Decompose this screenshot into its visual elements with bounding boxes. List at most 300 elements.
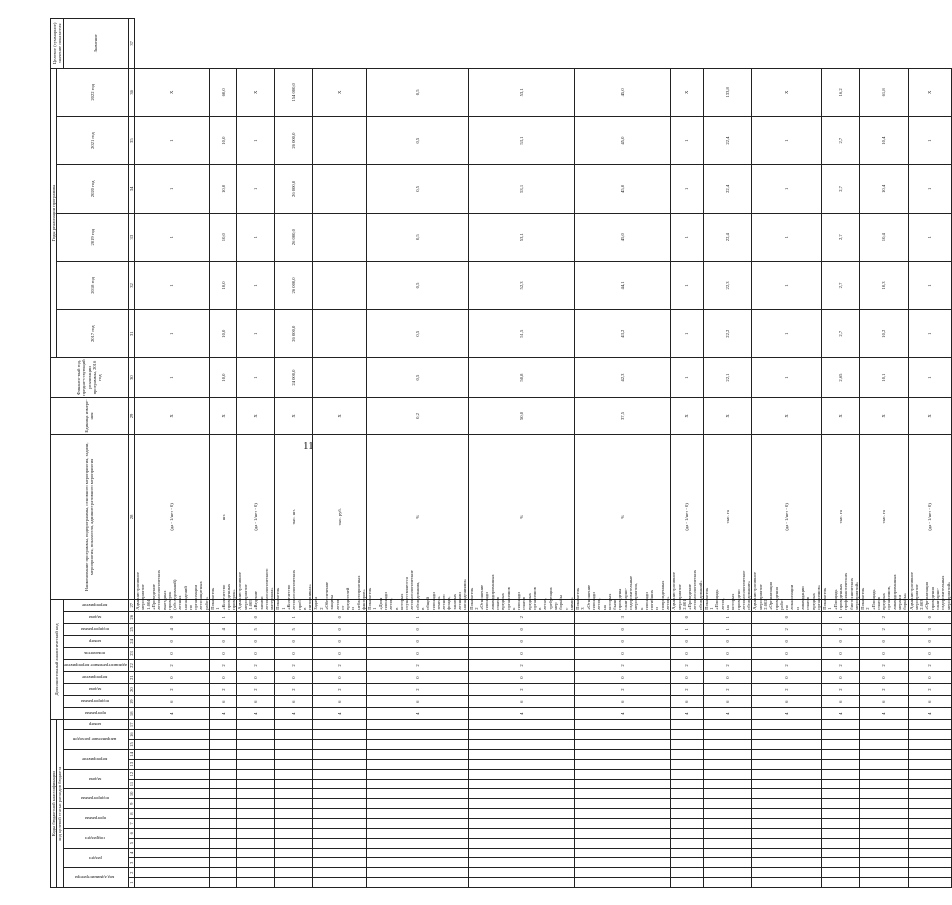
header-code-sub-5: задача	[63, 769, 128, 789]
row-year-value: 44,1	[575, 261, 671, 309]
code-cell	[237, 818, 275, 828]
code-cell	[275, 720, 313, 730]
analytic-code-cell: 2	[703, 659, 752, 671]
code-cell	[313, 789, 367, 799]
row-year-value: 42,3	[575, 358, 671, 397]
code-cell	[135, 848, 210, 858]
code-cell	[671, 868, 704, 878]
code-cell	[468, 759, 575, 769]
row-name: Показатель 1 «Доля площади лесов, в которых осуществляются лесопатологические обследования, в общей площади земель лесного фонда, занятых лесными насаждениями»	[367, 570, 468, 610]
code-cell	[575, 838, 671, 848]
analytic-code-cell: 1	[210, 611, 237, 623]
code-cell	[908, 809, 951, 819]
row-year-value: 10,4	[860, 165, 909, 213]
analytic-code-cell: 2	[860, 659, 909, 671]
code-cell	[860, 759, 909, 769]
code-cell	[908, 868, 951, 878]
analytic-code-cell: 0	[671, 672, 704, 684]
row-year-value: 10,0	[210, 310, 237, 358]
code-cell	[367, 740, 468, 750]
row-unit: (да - 1/нет - 0)	[237, 435, 275, 600]
code-cell	[275, 848, 313, 858]
column-number: 32	[128, 261, 134, 309]
row-year-value: 22,2	[703, 310, 752, 358]
row-target: X	[671, 68, 704, 116]
analytic-code-cell: 0	[367, 635, 468, 647]
code-cell	[367, 878, 468, 888]
code-cell	[908, 759, 951, 769]
code-cell	[237, 749, 275, 759]
code-cell	[367, 868, 468, 878]
row-year-value: 10,0	[210, 358, 237, 397]
table-row	[703, 19, 752, 888]
code-cell	[313, 868, 367, 878]
header-code-sub-8: номер	[63, 720, 128, 730]
analytic-code-cell: 0	[313, 611, 367, 623]
analytic-code-cell: 0	[860, 672, 909, 684]
code-cell	[313, 769, 367, 779]
row-year-value: 1	[671, 213, 704, 261]
code-cell	[575, 769, 671, 779]
code-cell	[822, 818, 860, 828]
row-year-value: 1	[671, 310, 704, 358]
analytic-code-cell: 0	[671, 635, 704, 647]
row-name: Показатель 1 «Площадь проведенных профилактических биотехнических мероприятий»	[822, 572, 859, 610]
analytic-code-cell: 6	[313, 696, 367, 708]
code-cell	[275, 779, 313, 789]
code-cell	[703, 720, 752, 730]
row-year-value	[313, 213, 367, 261]
row-year-value: 53,1	[468, 117, 575, 165]
code-cell	[468, 818, 575, 828]
row-year-value: 26 000,0	[275, 165, 313, 213]
header-financial-year: Финансо-вый год, предше-ствующий реализации программы, 2016 год	[51, 358, 129, 397]
code-cell	[575, 779, 671, 789]
code-cell	[671, 858, 704, 868]
code-cell	[703, 789, 752, 799]
column-number: 7	[128, 818, 134, 828]
row-unit: %	[575, 435, 671, 600]
code-cell	[822, 878, 860, 888]
header-additional-code: Дополнительный аналитический код	[51, 599, 64, 720]
column-number: 31	[128, 310, 134, 358]
code-cell	[703, 848, 752, 858]
column-number: 33	[128, 213, 134, 261]
code-cell	[822, 858, 860, 868]
code-cell	[135, 779, 210, 789]
code-cell	[671, 809, 704, 819]
analytic-code-cell: 2	[752, 623, 822, 635]
code-cell	[237, 789, 275, 799]
code-cell	[575, 740, 671, 750]
code-cell	[313, 799, 367, 809]
code-cell	[313, 730, 367, 740]
code-cell	[822, 828, 860, 838]
code-cell	[752, 878, 822, 888]
code-cell	[671, 769, 704, 779]
column-number: 26	[128, 611, 134, 623]
header-code-sub-2: подраздел	[63, 828, 128, 848]
analytic-code-cell: 0	[313, 672, 367, 684]
analytic-code-cell: 4	[237, 708, 275, 720]
analytic-code-cell: 0	[135, 647, 210, 659]
row-year-value: 1	[671, 117, 704, 165]
row-unit: тыс. га	[703, 435, 752, 600]
analytic-code-cell: 2	[135, 684, 210, 696]
code-cell	[237, 868, 275, 878]
code-cell	[671, 740, 704, 750]
column-number: 15	[128, 740, 134, 750]
analytic-code-cell: 4	[822, 708, 860, 720]
code-cell	[468, 789, 575, 799]
row-year-value: 45,0	[575, 117, 671, 165]
row-year-value: 1	[237, 117, 275, 165]
row-financial-year: X	[671, 397, 704, 434]
table-row	[275, 19, 313, 888]
code-cell	[275, 730, 313, 740]
column-number: 29	[128, 397, 134, 434]
code-cell	[822, 730, 860, 740]
row-target: 61,8	[860, 68, 909, 116]
row-year-value: 22,4	[703, 165, 752, 213]
code-cell	[468, 858, 575, 868]
analytic-code-cell: 2	[752, 659, 822, 671]
code-cell	[468, 720, 575, 730]
header-code-sub-1: раздел	[63, 848, 128, 868]
code-cell	[822, 838, 860, 848]
code-cell	[468, 749, 575, 759]
header-code-expenses: код целевой статьи расходов бюджета	[57, 720, 63, 888]
row-financial-year: 50,0	[468, 397, 575, 434]
column-number: 34	[128, 165, 134, 213]
code-cell	[468, 809, 575, 819]
code-cell	[575, 868, 671, 878]
header-target: Целевое (суммарное) значение показателя	[51, 19, 64, 69]
code-cell	[367, 799, 468, 809]
column-number: 16	[128, 730, 134, 740]
code-cell	[575, 720, 671, 730]
code-cell	[275, 858, 313, 868]
row-year-value: 1	[752, 310, 822, 358]
code-cell	[210, 809, 237, 819]
code-cell	[575, 818, 671, 828]
analytic-code-cell: 4	[703, 708, 752, 720]
row-name: Административное мероприятие 2.002 «Организация проведения работ по локализации и ликвидации очагов вредных организмов»	[752, 571, 821, 610]
row-year-value: 1	[908, 213, 951, 261]
code-cell	[575, 749, 671, 759]
row-unit: (да - 1/нет - 0)	[135, 435, 210, 600]
code-cell	[210, 818, 237, 828]
analytic-code-cell: 0	[908, 611, 951, 623]
code-cell	[275, 749, 313, 759]
column-number: 37	[128, 19, 134, 69]
row-target: 16,2	[822, 68, 860, 116]
analytic-code-cell: 0	[908, 635, 951, 647]
header-analytic-sub-4: административное мероприятие	[63, 659, 128, 671]
code-cell	[752, 809, 822, 819]
analytic-code-cell: 0	[275, 635, 313, 647]
analytic-code-cell: 2	[908, 684, 951, 696]
code-cell	[575, 809, 671, 819]
analytic-code-cell: 2	[671, 659, 704, 671]
code-cell	[860, 809, 909, 819]
code-cell	[237, 809, 275, 819]
code-cell	[575, 858, 671, 868]
code-cell	[313, 759, 367, 769]
code-cell	[210, 828, 237, 838]
code-cell	[275, 868, 313, 878]
row-target: 154 000,0	[275, 68, 313, 116]
analytic-code-cell: 0	[135, 635, 210, 647]
code-cell	[367, 818, 468, 828]
column-number: 2	[128, 868, 134, 878]
analytic-code-cell: 1	[822, 611, 860, 623]
row-financial-year: 37,5	[575, 397, 671, 434]
header-analytic-sub-6: номер	[63, 635, 128, 647]
code-cell	[367, 730, 468, 740]
code-cell	[703, 759, 752, 769]
code-cell	[703, 799, 752, 809]
analytic-code-cell: 6	[275, 696, 313, 708]
row-year-value: 1	[908, 165, 951, 213]
row-year-value: 2,7	[822, 310, 860, 358]
code-cell	[313, 878, 367, 888]
analytic-code-cell: 4	[468, 708, 575, 720]
column-number: 13	[128, 759, 134, 769]
code-cell	[752, 749, 822, 759]
analytic-code-cell: 4	[313, 708, 367, 720]
row-year-value: 10,2	[860, 310, 909, 358]
header-code-sub-7: направление расходов	[63, 730, 128, 750]
analytic-code-cell: 2	[860, 611, 909, 623]
column-number: 5	[128, 838, 134, 848]
code-cell	[468, 868, 575, 878]
analytic-code-cell: 0	[671, 611, 704, 623]
code-cell	[822, 868, 860, 878]
analytic-code-cell: 0	[671, 647, 704, 659]
code-cell	[822, 799, 860, 809]
row-year-value: 22,3	[703, 261, 752, 309]
code-cell	[752, 818, 822, 828]
row-year-value: 50,8	[468, 358, 575, 397]
analytic-code-cell: 2	[237, 659, 275, 671]
table-row	[237, 19, 275, 888]
row-target: X	[908, 68, 951, 116]
analytic-code-cell: 2	[367, 684, 468, 696]
analytic-code-cell: 0	[860, 635, 909, 647]
row-target: 133,8	[703, 68, 752, 116]
code-cell	[671, 720, 704, 730]
code-cell	[210, 858, 237, 868]
code-cell	[237, 848, 275, 858]
code-cell	[135, 730, 210, 740]
code-cell	[237, 740, 275, 750]
code-cell	[210, 720, 237, 730]
analytic-code-cell: 6	[135, 696, 210, 708]
code-cell	[671, 878, 704, 888]
code-cell	[703, 740, 752, 750]
analytic-code-cell: 0	[752, 672, 822, 684]
column-number: 3	[128, 858, 134, 868]
code-cell	[575, 789, 671, 799]
row-name: Административное мероприятие 1.004 «Проведение лесопатологических выездных проверок (обследований) лесных насаждений по организации лесозащитных работ»	[135, 569, 209, 610]
code-cell	[671, 789, 704, 799]
analytic-code-cell: 0	[575, 647, 671, 659]
analytic-code-cell: 3	[908, 623, 951, 635]
analytic-code-cell: 4	[908, 708, 951, 720]
code-cell	[822, 759, 860, 769]
row-year-value: 1	[752, 165, 822, 213]
code-cell	[313, 848, 367, 858]
code-cell	[468, 769, 575, 779]
row-year-value: 1	[908, 358, 951, 397]
row-unit: (да - 1/нет - 0)	[671, 435, 704, 600]
analytic-code-cell: 2	[671, 684, 704, 696]
code-cell	[313, 818, 367, 828]
code-cell	[275, 789, 313, 799]
row-year-value: 10,4	[860, 213, 909, 261]
code-cell	[822, 769, 860, 779]
analytic-code-cell: 2	[210, 684, 237, 696]
analytic-code-cell: 4	[275, 708, 313, 720]
analytic-code-cell: 2	[575, 659, 671, 671]
code-cell	[237, 730, 275, 740]
row-unit: %	[468, 435, 575, 600]
analytic-code-cell: 0	[822, 647, 860, 659]
analytic-code-cell: 0	[468, 635, 575, 647]
code-cell	[908, 799, 951, 809]
analytic-code-cell: 2	[822, 659, 860, 671]
row-name: Показатель 1 «Количество проведенных проверок»	[210, 583, 237, 610]
code-cell	[752, 769, 822, 779]
code-cell	[860, 818, 909, 828]
analytic-code-cell: 0	[468, 647, 575, 659]
header-analytic-sub-2: задача	[63, 684, 128, 696]
code-cell	[671, 828, 704, 838]
row-financial-year: X	[275, 397, 313, 434]
code-cell	[752, 868, 822, 878]
column-number: 21	[128, 672, 134, 684]
column-number: 24	[128, 635, 134, 647]
row-year-value: 52,3	[468, 261, 575, 309]
code-cell	[703, 769, 752, 779]
column-number: 19	[128, 696, 134, 708]
code-cell	[860, 828, 909, 838]
code-cell	[822, 749, 860, 759]
code-cell	[468, 740, 575, 750]
table-row	[822, 19, 860, 888]
row-year-value: 1	[752, 117, 822, 165]
code-cell	[575, 759, 671, 769]
code-cell	[703, 868, 752, 878]
row-name: Показатель 2 «Отношение площади ликвидированных очагов вредных организмов к площади очагов вредных организмов в лесах, требующих мер борьбы с ними»	[468, 574, 574, 610]
code-cell	[752, 838, 822, 848]
header-code-sub-3: программа	[63, 809, 128, 829]
code-cell	[367, 720, 468, 730]
row-name: Административное мероприятие 2.001 «Проведение лесопатологических обследований»	[671, 569, 703, 610]
table-row	[468, 19, 575, 888]
code-cell	[703, 779, 752, 789]
code-cell	[367, 809, 468, 819]
code-cell	[135, 878, 210, 888]
code-cell	[575, 848, 671, 858]
row-year-value: 26 000,0	[275, 213, 313, 261]
code-cell	[210, 740, 237, 750]
code-cell	[367, 838, 468, 848]
code-cell	[860, 858, 909, 868]
code-cell	[135, 769, 210, 779]
analytic-code-cell: 2	[822, 684, 860, 696]
code-cell	[908, 769, 951, 779]
code-cell	[135, 740, 210, 750]
column-number: 17	[128, 720, 134, 730]
analytic-code-cell: 1	[367, 611, 468, 623]
code-cell	[752, 759, 822, 769]
analytic-code-cell: 2	[860, 684, 909, 696]
analytic-code-cell: 0	[575, 623, 671, 635]
code-cell	[860, 868, 909, 878]
analytic-code-cell: 2	[860, 623, 909, 635]
analytic-code-cell: 0	[908, 647, 951, 659]
row-year-value: 1	[671, 358, 704, 397]
code-cell	[671, 848, 704, 858]
analytic-code-cell: 6	[703, 696, 752, 708]
row-year-value: 10,0	[210, 165, 237, 213]
code-cell	[703, 838, 752, 848]
column-number: 22	[128, 659, 134, 671]
table-row	[671, 19, 704, 888]
row-year-value: 1	[135, 310, 210, 358]
row-name: Задача 2 «Обеспечение защиты лесов от вредителей и неблагоприятных факторов»	[313, 575, 366, 610]
code-cell	[367, 769, 468, 779]
row-year-value: 0,5	[367, 358, 468, 397]
analytic-code-cell: 4	[135, 708, 210, 720]
header-target-value: Значение	[63, 19, 128, 69]
analytic-code-cell: 0	[313, 647, 367, 659]
code-cell	[210, 868, 237, 878]
code-cell	[752, 799, 822, 809]
code-cell	[367, 858, 468, 868]
row-year-value: 10,0	[210, 261, 237, 309]
analytic-code-cell: 0	[703, 647, 752, 659]
code-cell	[671, 818, 704, 828]
row-year-value: 1	[752, 213, 822, 261]
analytic-code-cell: 0	[210, 635, 237, 647]
analytic-code-cell: 3	[575, 611, 671, 623]
header-analytic-sub-7: подпрограмма	[63, 623, 128, 635]
column-number: 6	[128, 828, 134, 838]
code-cell	[275, 828, 313, 838]
row-financial-year: X	[210, 397, 237, 434]
code-cell	[822, 809, 860, 819]
code-cell	[908, 720, 951, 730]
code-cell	[210, 769, 237, 779]
code-cell	[275, 818, 313, 828]
code-cell	[908, 730, 951, 740]
analytic-code-cell: 2	[367, 659, 468, 671]
column-number: 4	[128, 848, 134, 858]
header-year-0: 2017 год	[57, 310, 129, 358]
header-year-1: 2018 год	[57, 261, 129, 309]
row-unit: тыс. руб.	[313, 435, 367, 600]
analytic-code-cell: 1	[703, 623, 752, 635]
header-year-3: 2020 год	[57, 165, 129, 213]
code-cell	[860, 720, 909, 730]
row-year-value: 26 000,0	[275, 261, 313, 309]
analytic-code-cell: 4	[860, 708, 909, 720]
code-cell	[135, 789, 210, 799]
analytic-code-cell: 2	[210, 659, 237, 671]
